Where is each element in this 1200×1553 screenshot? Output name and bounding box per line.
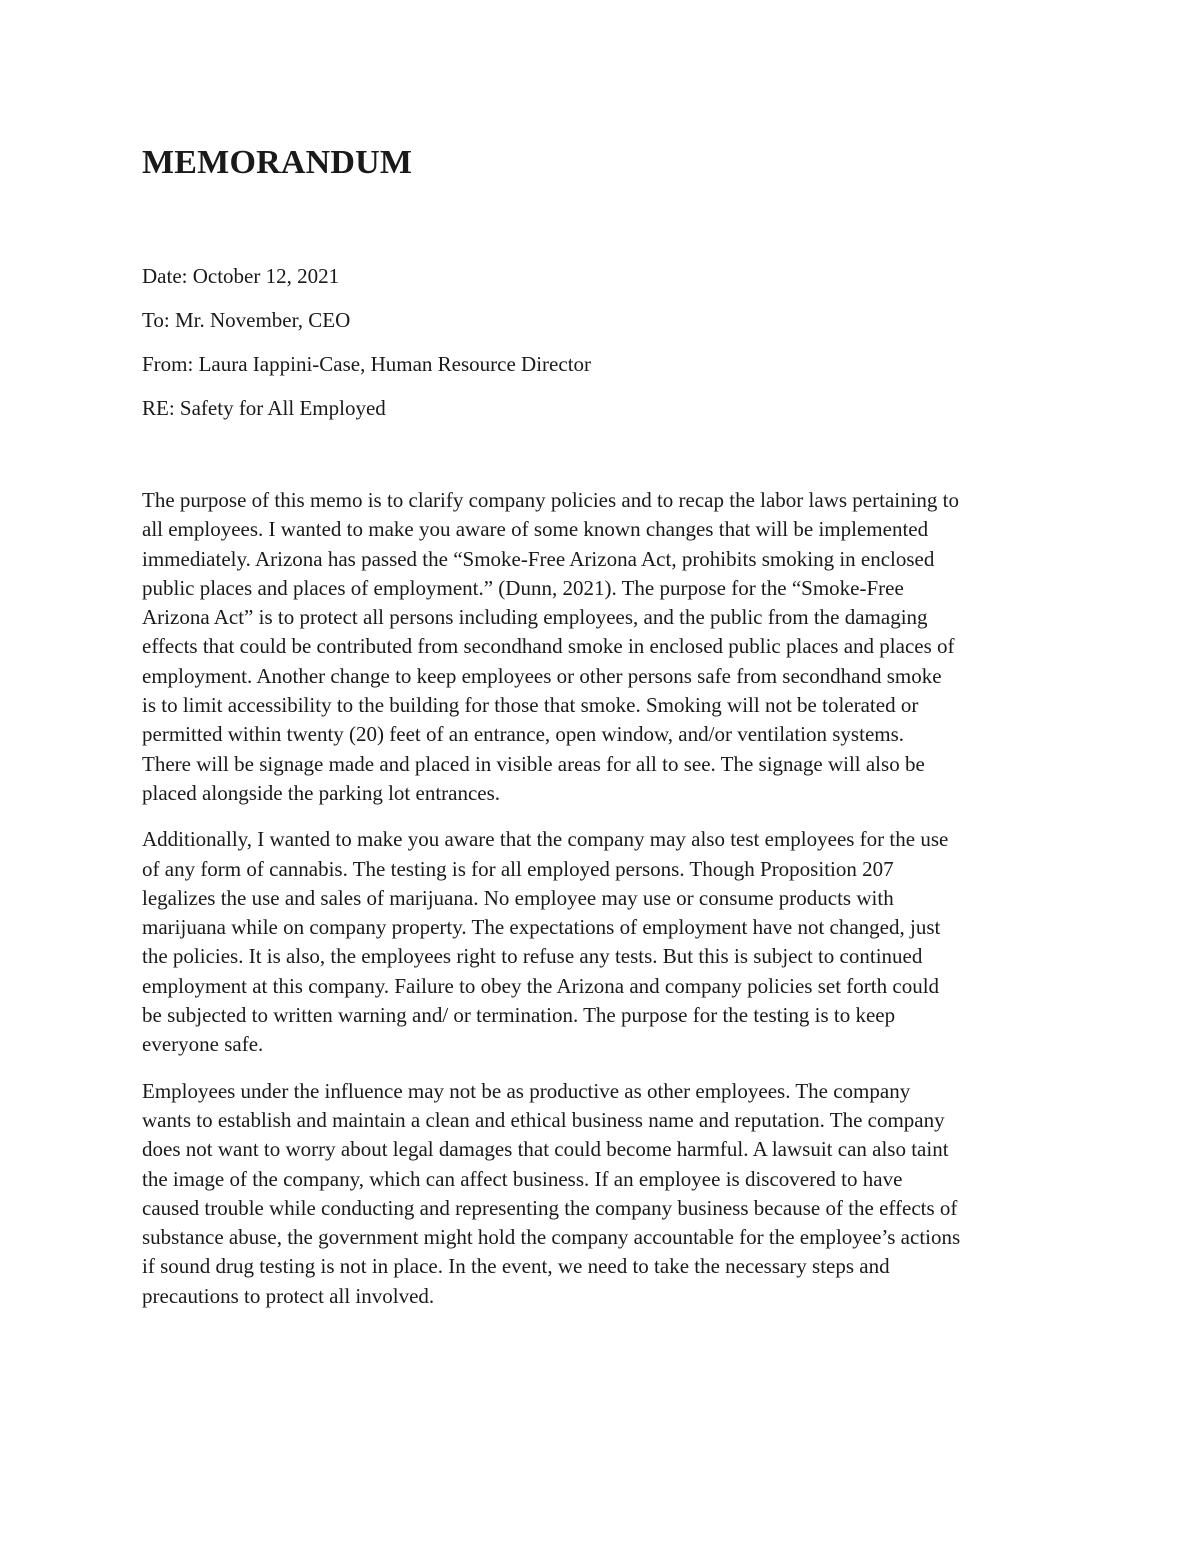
memo-from: From: Laura Iappini-Case, Human Resource Director [142,352,592,376]
memo-title: MEMORANDUM [142,144,413,181]
text-line: caused trouble while conducting and representing the company business because of the effects of [142,1195,958,1220]
text-line: employment. Another change to keep employees or other persons safe from secondhand smoke [142,663,942,688]
body-paragraph-1 [142,486,1064,808]
text-line: if sound drug testing is not in place. In the event, we need to take the necessary steps and [142,1254,890,1279]
text-line: permitted within twenty (20) feet of an entrance, open window, and/or ventilation systems. [142,722,905,747]
text-line: wants to establish and maintain a clean and ethical business name and reputation. The company [142,1107,945,1132]
text-line: of any form of cannabis. The testing is for all employed persons. Though Proposition 207 [142,856,894,881]
text-line: everyone safe. [142,1032,264,1057]
memo-subject: RE: Safety for All Employed [142,396,386,420]
body-paragraph-3 [142,1077,1064,1311]
text-line: all employees. I wanted to make you aware of some known changes that will be implemented [142,517,929,542]
text-line: public places and places of employment.” (Dunn, 2021). The purpose for the “Smoke-Free [142,575,904,600]
text-line: precautions to protect all involved. [142,1283,435,1308]
text-line: legalizes the use and sales of marijuana. No employee may use or consume products with [142,885,894,910]
text-line: Arizona Act” is to protect all persons including employees, and the public from the damaging [142,605,928,630]
text-line: the image of the company, which can affect business. If an employee is discovered to have [142,1166,903,1191]
memo-header [142,262,1042,438]
body-paragraph-2 [142,825,1064,1059]
text-line: Employees under the influence may not be as productive as other employees. The company [142,1078,911,1103]
text-line: Additionally, I wanted to make you aware that the company may also test employees for the use [142,827,949,852]
text-line: the policies. It is also, the employees right to refuse any tests. But this is subject to continued [142,944,923,969]
memo-to: To: Mr. November, CEO [142,308,351,332]
text-line: is to limit accessibility to the building for those that smoke. Smoking will not be tolerated or [142,693,919,718]
text-line: immediately. Arizona has passed the “Smoke-Free Arizona Act, prohibits smoking in enclosed [142,546,935,571]
memo-date: Date: October 12, 2021 [142,264,340,288]
text-line: The purpose of this memo is to clarify company policies and to recap the labor laws pertaining to [142,488,960,512]
text-line: placed alongside the parking lot entrances. [142,780,501,805]
text-line: marijuana while on company property. The expectations of employment have not changed, just [142,915,941,940]
text-line: effects that could be contributed from secondhand smoke in enclosed public places and places of [142,634,955,659]
text-line: employment at this company. Failure to obey the Arizona and company policies set forth could [142,973,940,998]
text-line: does not want to worry about legal damages that could become harmful. A lawsuit can also taint [142,1137,949,1162]
memo-body [142,486,1064,1328]
text-line: substance abuse, the government might hold the company accountable for the employee’s actions [142,1225,961,1250]
text-line: There will be signage made and placed in visible areas for all to see. The signage will also be [142,751,925,776]
text-line: be subjected to written warning and/ or termination. The purpose for the testing is to keep [142,1003,896,1028]
